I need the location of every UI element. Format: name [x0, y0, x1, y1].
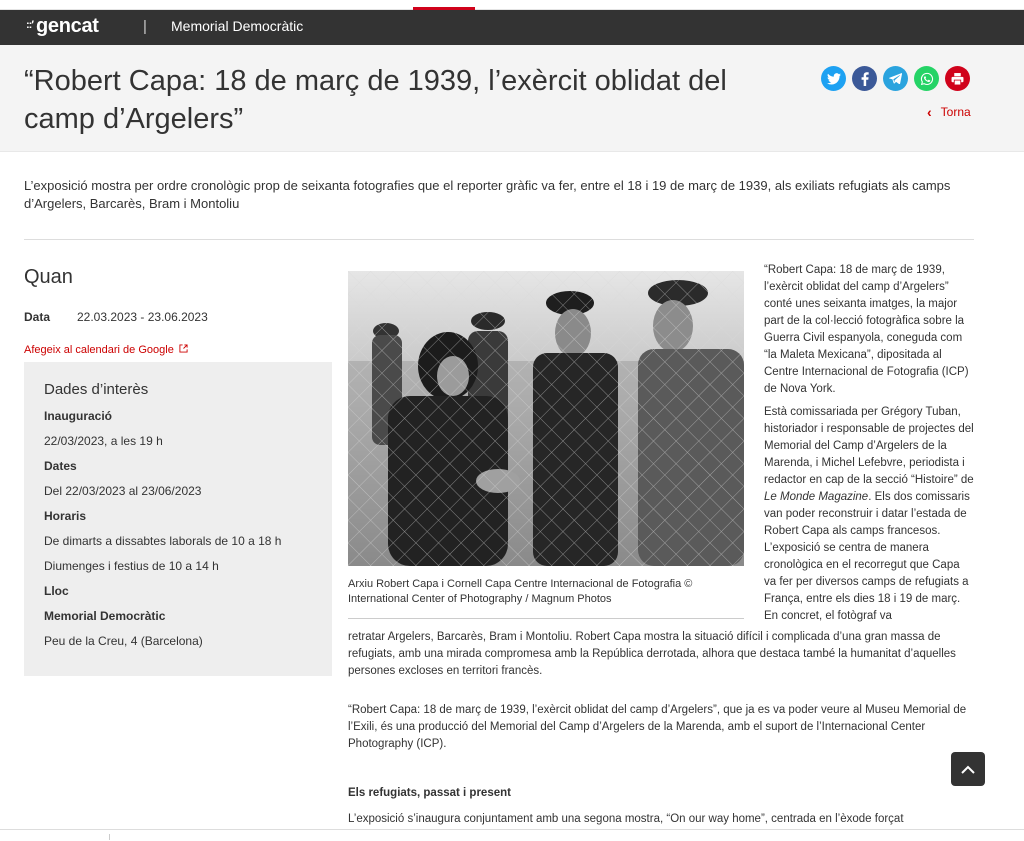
- chevron-left-icon: ‹: [927, 104, 932, 120]
- body-paragraph-3: L’exposició s’inaugura conjuntament amb una segona mostra, “On our way home”, centrada en l’èxode forçat: [348, 813, 904, 825]
- whatsapp-icon[interactable]: [914, 66, 939, 91]
- horaris-sunday: Diumenges i festius de 10 a 14 h: [44, 559, 219, 573]
- twitter-icon[interactable]: [821, 66, 846, 91]
- social-share-bar: [821, 66, 970, 91]
- date-label: Data: [24, 310, 51, 324]
- gencat-logo-mark: ::′: [26, 18, 33, 31]
- divider: [24, 239, 974, 240]
- photo-caption: Arxiu Robert Capa i Cornell Capa Centre Internacional de Fotografia © International Center of Photography / Magnum Photos: [348, 578, 693, 605]
- dates-label: Dates: [44, 459, 77, 473]
- body-paragraph-2: “Robert Capa: 18 de març de 1939, l’exèrcit oblidat del camp d’Argelers”, que ja es va poder veure al Museu Memorial de l’Exili, és una producció del Memorial del Camp d’Argelers de la Marenda, amb el suport de l’Internacional Center Photography (ICP).: [348, 704, 967, 750]
- site-header: [0, 10, 1024, 45]
- back-link[interactable]: [927, 104, 971, 120]
- inauguracio-label: Inauguració: [44, 409, 113, 423]
- caption-divider: [348, 618, 744, 619]
- external-link-icon: [179, 344, 188, 353]
- gencat-logo[interactable]: [26, 15, 99, 38]
- browser-bottom-strip: [0, 829, 1024, 841]
- gencat-logo-text: gencat: [35, 15, 99, 37]
- side-paragraph-2-b: . Els dos comissaris van poder reconstruir i datar l’estada de Robert Capa als camps francesos. L’exposició se centra de manera cronològica en el recorregut que Capa va fer per diversos camps de refugiats a França, entre els dies 18 i 19 de març. En concret, el fotògraf va: [764, 491, 970, 622]
- body-paragraph-1: retratar Argelers, Barcarès, Bram i Montoliu. Robert Capa mostra la situació difícil i complicada d’una gran massa de refugiats, amb una mirada compromesa amb la República derrotada, alhora que destaca també la humanitat d’aquelles persones excloses en territori francès.: [348, 631, 956, 677]
- site-name-link[interactable]: Memorial Democràtic: [171, 18, 304, 34]
- google-calendar-link[interactable]: [24, 344, 188, 356]
- header-separator: |: [143, 18, 147, 35]
- bottom-tick: [109, 834, 110, 840]
- side-column: [764, 262, 974, 631]
- google-calendar-label: Afegeix al calendari de Google: [24, 344, 174, 356]
- date-value: 22.03.2023 - 23.06.2023: [77, 310, 208, 324]
- dates-value: Del 22/03/2023 al 23/06/2023: [44, 484, 202, 498]
- inauguracio-value: 22/03/2023, a les 19 h: [44, 434, 163, 448]
- chevron-up-icon: [961, 765, 975, 774]
- page-title: “Robert Capa: 18 de març de 1939, l’exèrcit oblidat del camp d’Argelers”: [24, 65, 727, 135]
- print-icon[interactable]: [945, 66, 970, 91]
- browser-top-strip: [0, 0, 1024, 10]
- facebook-icon[interactable]: [852, 66, 877, 91]
- side-paragraph-1: “Robert Capa: 18 de març de 1939, l’exèrcit oblidat del camp d’Argelers” conté unes seixanta imatges, la major part de la col·lecció fotogràfica sobre la Guerra Civil espanyola, coneguda com “la Maleta Mexicana”, dipositada al Centre Internacional de Fotografia (ICP) de Nova York.: [764, 264, 969, 395]
- back-label: Torna: [940, 105, 971, 119]
- lloc-label: Lloc: [44, 584, 69, 598]
- lloc-address: Peu de la Creu, 4 (Barcelona): [44, 634, 203, 648]
- title-bar: [0, 45, 1024, 152]
- side-paragraph-2: [764, 404, 974, 625]
- intro-paragraph: L’exposició mostra per ordre cronològic prop de seixanta fotografies que el reporter gràfic va fer, entre el 18 i 19 de març de 1939, als exiliats refugiats als camps d’Argelers, Barcarès, Bram i Montoliu: [24, 178, 951, 211]
- side-paragraph-2-a: Està comissariada per Grégory Tuban, historiador i responsable de projectes del Memorial del Camp d’Argelers de la Marenda, i Michel Lefebvre, periodista i redactor en cap de la secció “Histoire” de: [764, 406, 974, 486]
- magazine-title: Le Monde Magazine: [764, 491, 869, 503]
- when-heading: Quan: [24, 266, 73, 288]
- info-box-title: Dades d’interès: [44, 381, 149, 398]
- horaris-label: Horaris: [44, 509, 87, 523]
- telegram-icon[interactable]: [883, 66, 908, 91]
- exhibition-photo: [348, 271, 744, 566]
- horaris-weekday: De dimarts a dissabtes laborals de 10 a 18 h: [44, 534, 282, 548]
- lloc-name: Memorial Democràtic: [44, 609, 166, 623]
- scroll-to-top-button[interactable]: [951, 752, 985, 786]
- info-box: [24, 362, 332, 676]
- section-subheading: Els refugiats, passat i present: [348, 787, 511, 799]
